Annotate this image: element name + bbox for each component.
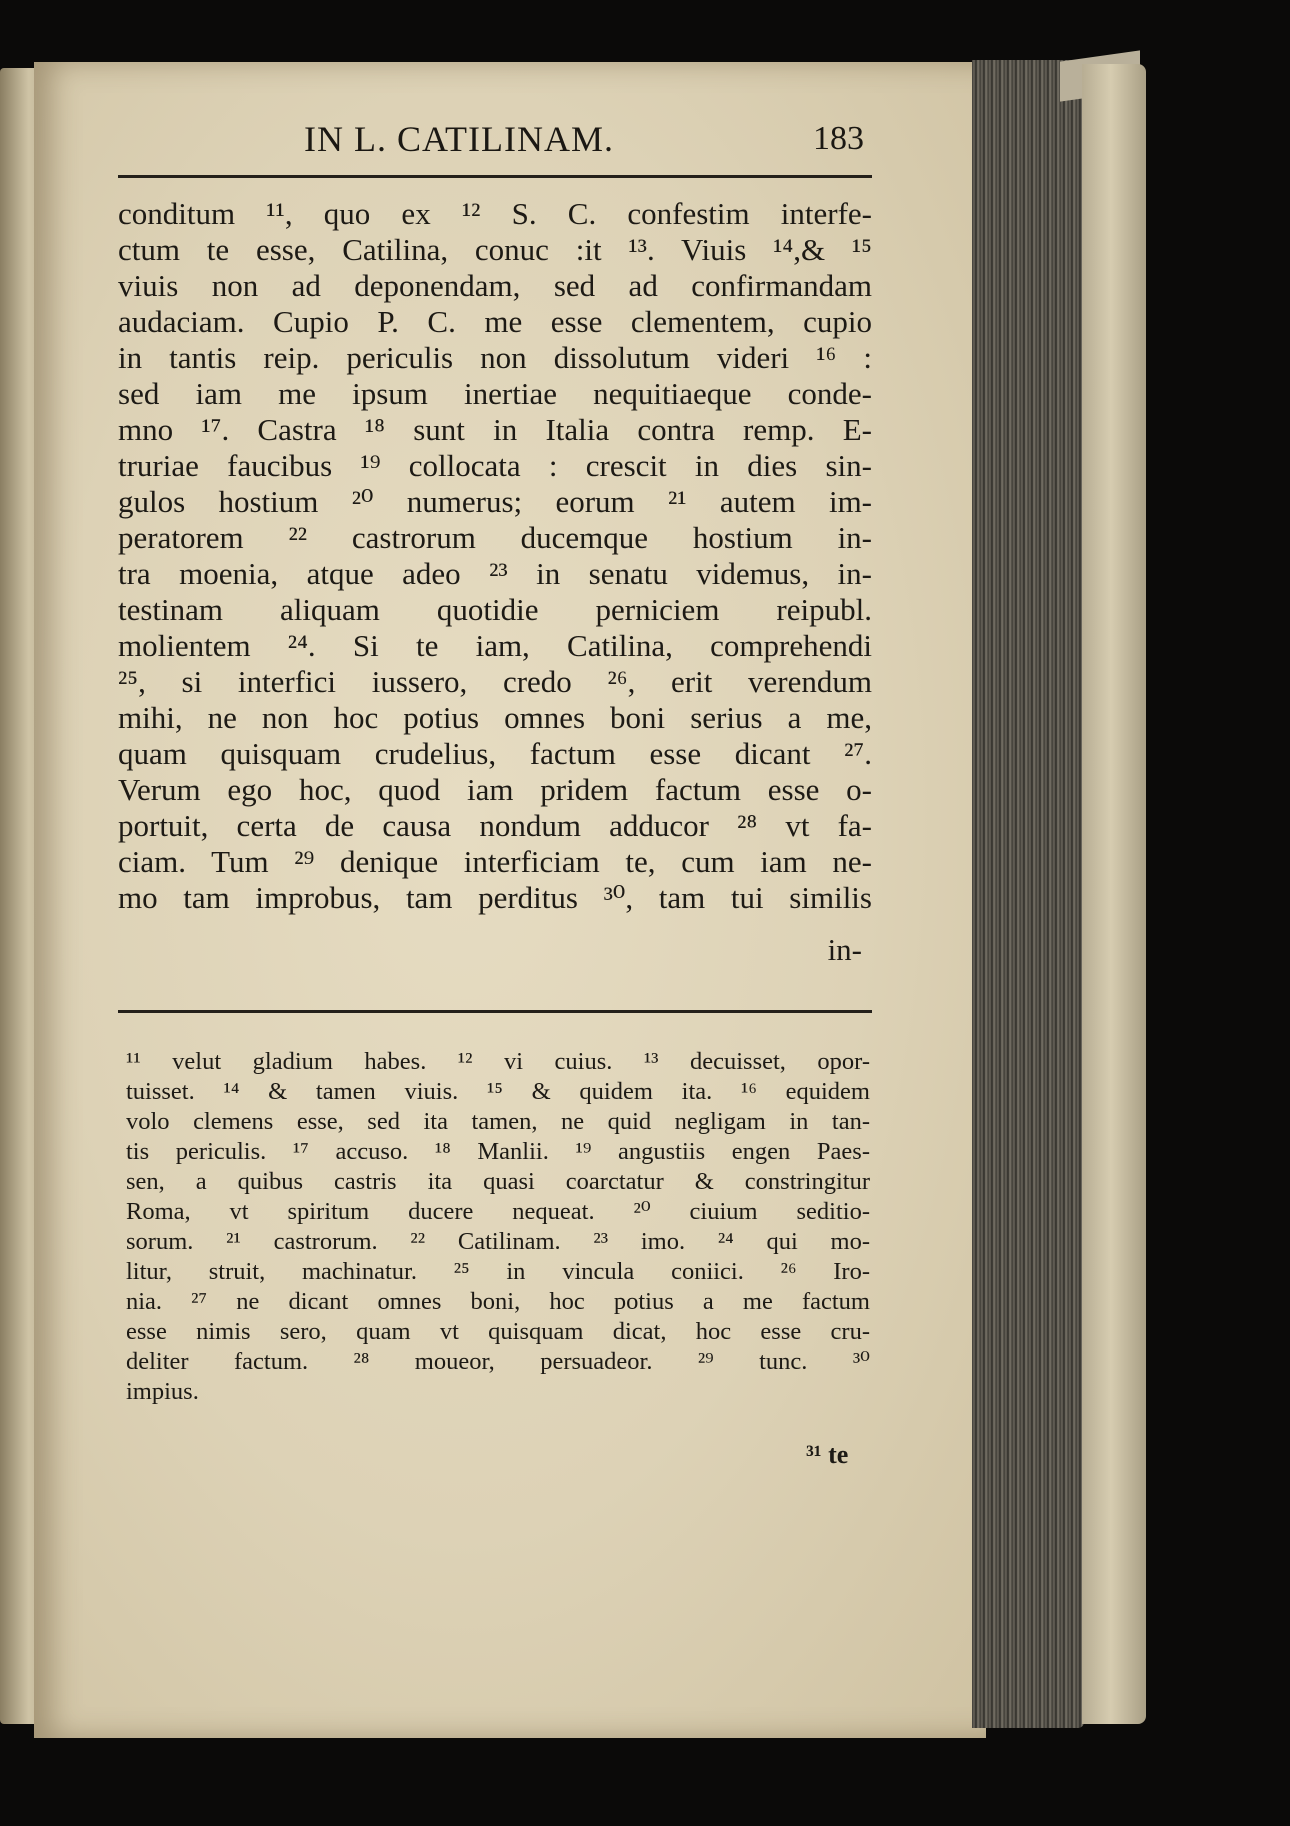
footnote-line: sen, a quibus castris ita quasi coarctatur & constringitur: [126, 1168, 870, 1195]
text-line: tra moenia, atque adeo ²³ in senatu videmus, in-: [118, 556, 872, 591]
page-header: [118, 118, 870, 168]
footnote-line: Roma, vt spiritum ducere nequeat. ²⁰ ciuium seditio-: [126, 1198, 870, 1225]
footnote-catchword: ³¹ te: [806, 1440, 849, 1469]
text-line: sed iam me ipsum inertiae nequitiaeque conde-: [118, 376, 872, 411]
footnote-line: tuisset. ¹⁴ & tamen viuis. ¹⁵ & quidem ita. ¹⁶ equidem: [126, 1078, 870, 1105]
text-line: mo tam improbus, tam perditus ³⁰, tam tui similis: [118, 880, 872, 915]
text-line: testinam aliquam quotidie perniciem reipubl.: [118, 592, 872, 627]
text-line: Verum ego hoc, quod iam pridem factum esse o-: [118, 772, 872, 807]
footnote-line: litur, struit, machinatur. ²⁵ in vincula coniici. ²⁶ Iro-: [126, 1258, 870, 1285]
text-line: gulos hostium ²⁰ numerus; eorum ²¹ autem im-: [118, 484, 872, 519]
footnote-line: ¹¹ velut gladium habes. ¹² vi cuius. ¹³ decuisset, opor-: [126, 1048, 870, 1075]
footnote-rule: [118, 1010, 872, 1013]
text-line: audaciam. Cupio P. C. me esse clementem, cupio: [118, 304, 872, 339]
text-line: ciam. Tum ²⁹ denique interficiam te, cum iam ne-: [118, 844, 872, 879]
catchword: in-: [827, 932, 862, 967]
book-cover-edge: [1082, 64, 1146, 1724]
footnote-line: impius.: [126, 1378, 199, 1405]
text-line: portuit, certa de causa nondum adducor ²⁸ vt fa-: [118, 808, 872, 843]
text-line: conditum ¹¹, quo ex ¹² S. C. confestim interfe-: [118, 196, 872, 231]
text-line: quam quisquam crudelius, factum esse dicant ²⁷.: [118, 736, 872, 771]
footnote-line: volo clemens esse, sed ita tamen, ne quid negligam in tan-: [126, 1108, 870, 1135]
text-line: mihi, ne non hoc potius omnes boni serius a me,: [118, 700, 872, 735]
footnote-line: tis periculis. ¹⁷ accuso. ¹⁸ Manlii. ¹⁹ angustiis engen Paes-: [126, 1138, 870, 1165]
page-number: 183: [813, 120, 864, 157]
text-line: molientem ²⁴. Si te iam, Catilina, comprehendi: [118, 628, 872, 663]
text-line: ²⁵, si interfici iussero, credo ²⁶, erit verendum: [118, 664, 872, 699]
page-fore-edge: [972, 60, 1084, 1728]
running-title: IN L. CATILINAM.: [304, 119, 614, 159]
header-rule: [118, 175, 872, 178]
text-line: ctum te esse, Catilina, conuc :it ¹³. Viuis ¹⁴,& ¹⁵: [118, 232, 872, 267]
text-line: truriae faucibus ¹⁹ collocata : crescit in dies sin-: [118, 448, 872, 483]
footnote-line: esse nimis sero, quam vt quisquam dicat, hoc esse cru-: [126, 1318, 870, 1345]
text-line: peratorem ²² castrorum ducemque hostium in-: [118, 520, 872, 555]
text-line: in tantis reip. periculis non dissolutum videri ¹⁶ :: [118, 340, 872, 375]
footnote-line: deliter factum. ²⁸ moueor, persuadeor. ²⁹ tunc. ³⁰: [126, 1348, 870, 1375]
text-line: mno ¹⁷. Castra ¹⁸ sunt in Italia contra remp. E-: [118, 412, 872, 447]
text-line: viuis non ad deponendam, sed ad confirmandam: [118, 268, 872, 303]
footnote-line: nia. ²⁷ ne dicant omnes boni, hoc potius a me factum: [126, 1288, 870, 1315]
footnote-line: sorum. ²¹ castrorum. ²² Catilinam. ²³ imo. ²⁴ qui mo-: [126, 1228, 870, 1255]
